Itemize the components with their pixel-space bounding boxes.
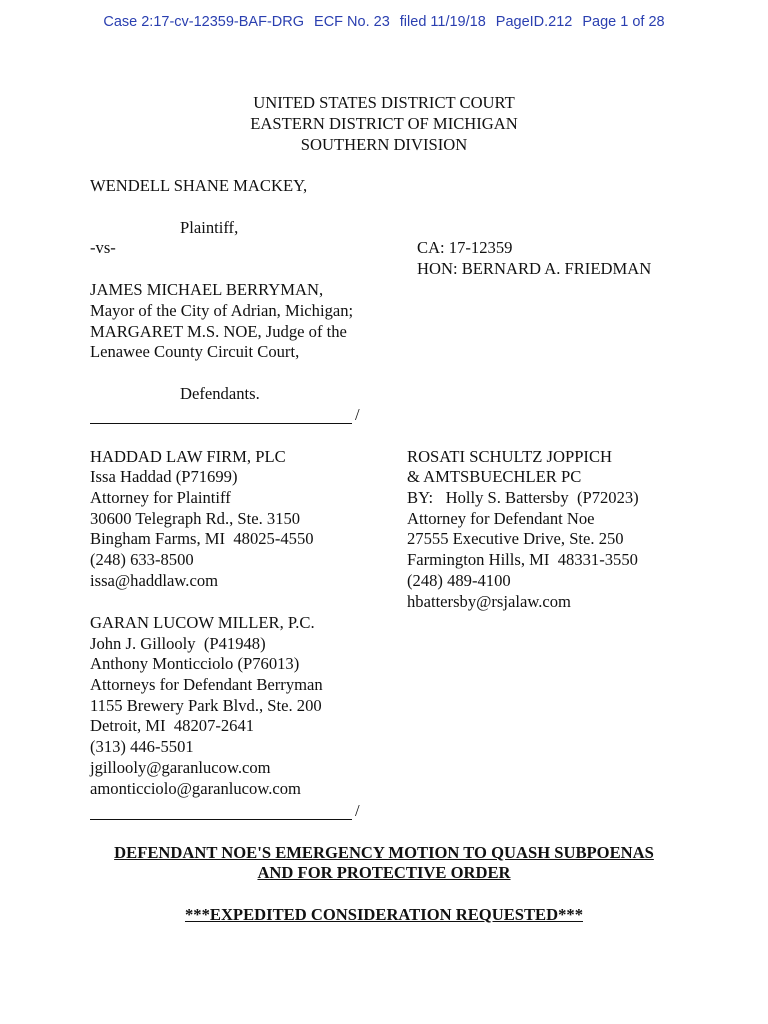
counsel-email: jgillooly@garanlucow.com (90, 758, 271, 777)
case-number: Case 2:17-cv-12359-BAF-DRG (103, 14, 305, 30)
versus-label: -vs- (90, 238, 116, 257)
defendant-line: Mayor of the City of Adrian, Michigan; (90, 301, 354, 320)
counsel-line: BY: Holly S. Battersby (P72023) (407, 488, 639, 507)
case-number-caption: CA: 17-12359 (417, 238, 513, 257)
caption-rule (90, 423, 352, 424)
court-division: SOUTHERN DIVISION (300, 135, 468, 154)
counsel-line: (248) 489-4100 (407, 571, 511, 590)
court-name: UNITED STATES DISTRICT COURT (253, 93, 515, 112)
plaintiff-name: WENDELL SHANE MACKEY, (90, 176, 308, 195)
counsel-line: (248) 633-8500 (90, 550, 194, 569)
counsel-line: Bingham Farms, MI 48025-4550 (90, 529, 314, 548)
counsel-line: & AMTSBUECHLER PC (407, 467, 582, 486)
counsel-line: Attorneys for Defendant Berryman (90, 675, 323, 694)
page-id: PageID.212 (495, 14, 573, 30)
caption-slash: / (355, 405, 360, 424)
counsel-line: John J. Gillooly (P41948) (90, 634, 266, 653)
counsel-line: Detroit, MI 48207-2641 (90, 716, 255, 735)
defendant-line: MARGARET M.S. NOE, Judge of the (90, 322, 347, 341)
counsel-line: Farmington Hills, MI 48331-3550 (407, 550, 638, 569)
counsel-line: HADDAD LAW FIRM, PLC (90, 447, 286, 466)
motion-title-line1: DEFENDANT NOE'S EMERGENCY MOTION TO QUASH SUBPOENAS (114, 843, 654, 862)
counsel-rule (90, 819, 352, 820)
counsel-line: Anthony Monticciolo (P76013) (90, 654, 300, 673)
counsel-line: GARAN LUCOW MILLER, P.C. (90, 613, 315, 632)
counsel-email: amonticciolo@garanlucow.com (90, 779, 301, 798)
counsel-line: 1155 Brewery Park Blvd., Ste. 200 (90, 696, 322, 715)
counsel-line: (313) 446-5501 (90, 737, 194, 756)
judge-name: HON: BERNARD A. FRIEDMAN (417, 259, 652, 278)
counsel-email: issa@haddlaw.com (90, 571, 219, 590)
counsel-line: 30600 Telegraph Rd., Ste. 3150 (90, 509, 301, 528)
page-count: Page 1 of 28 (582, 14, 665, 30)
counsel-line: ROSATI SCHULTZ JOPPICH (407, 447, 613, 466)
ecf-number: ECF No. 23 (314, 14, 390, 30)
motion-title-line2: AND FOR PROTECTIVE ORDER (257, 863, 511, 882)
plaintiff-label: Plaintiff, (180, 218, 239, 237)
court-district: EASTERN DISTRICT OF MICHIGAN (250, 114, 518, 133)
counsel-line: Issa Haddad (P71699) (90, 467, 238, 486)
filed-date: filed 11/19/18 (399, 14, 486, 30)
counsel-line: Attorney for Plaintiff (90, 488, 231, 507)
counsel-line: Attorney for Defendant Noe (407, 509, 595, 528)
counsel-slash: / (355, 801, 360, 820)
ecf-header (0, 14, 768, 30)
defendant-line: JAMES MICHAEL BERRYMAN, (90, 280, 324, 299)
counsel-email: hbattersby@rsjalaw.com (407, 592, 571, 611)
expedited-notice: ***EXPEDITED CONSIDERATION REQUESTED*** (184, 905, 583, 924)
defendants-label: Defendants. (180, 384, 260, 403)
counsel-line: 27555 Executive Drive, Ste. 250 (407, 529, 624, 548)
defendant-line: Lenawee County Circuit Court, (90, 342, 300, 361)
